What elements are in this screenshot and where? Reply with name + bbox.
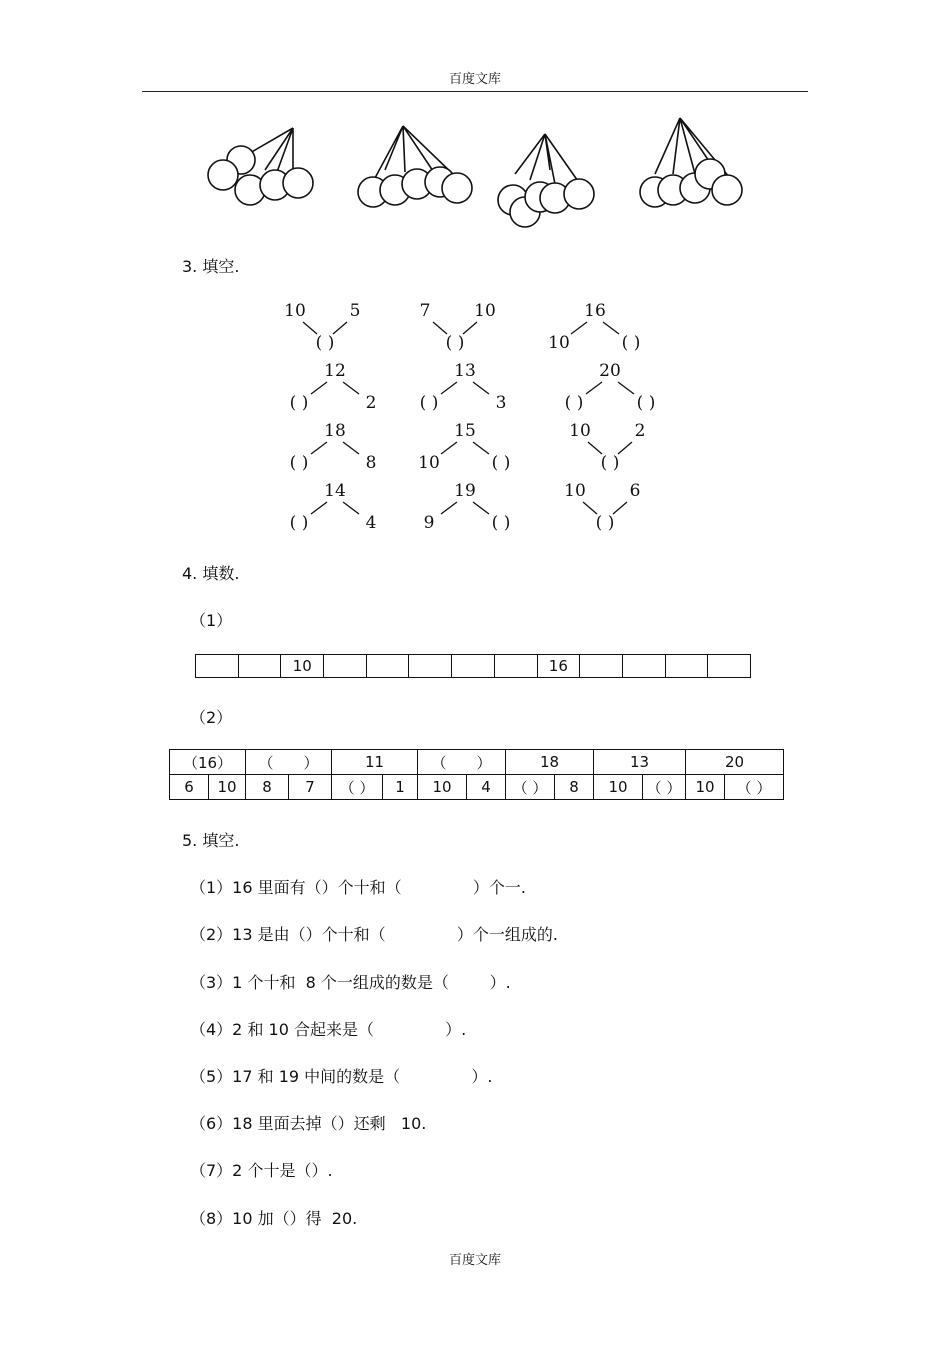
tree-top: 14	[324, 481, 346, 501]
tree-top-right: 2	[634, 421, 646, 441]
sequence-cell	[665, 655, 708, 678]
tree-branch	[343, 502, 359, 514]
tree-top: 18	[324, 421, 346, 441]
tree-right: ( )	[491, 453, 511, 473]
tree-top-right: 5	[349, 301, 361, 321]
tree-branch	[618, 382, 634, 394]
tree-branch	[571, 322, 587, 334]
composition-bottom-cell: （ ）	[332, 775, 383, 800]
tree-top: 15	[454, 421, 476, 441]
header-divider	[142, 91, 808, 92]
tree-top: 16	[584, 301, 606, 321]
sequence-cell	[708, 655, 751, 678]
tree-right: 4	[365, 513, 377, 533]
page-header: 百度文库	[448, 72, 501, 87]
sequence-cell	[324, 655, 367, 678]
sequence-cell	[622, 655, 665, 678]
tree-left: ( )	[289, 453, 309, 473]
composition-top-cell: （ ）	[418, 750, 506, 775]
fill-line-7: （7）2 个十是（）.	[190, 1161, 333, 1180]
tree-top-left: 10	[284, 301, 306, 321]
tree-branch	[311, 502, 327, 514]
tree-branch	[473, 442, 489, 454]
tree-right: 2	[365, 393, 377, 413]
fill-line-1: （1）16 里面有（）个十和（ ）个一.	[190, 878, 526, 897]
sequence-cell	[494, 655, 537, 678]
composition-bottom-cell: 6	[170, 775, 209, 800]
part-1-label: （1）	[190, 611, 233, 630]
sequence-cell	[196, 655, 239, 678]
question-4-title: 4. 填数.	[182, 564, 240, 583]
fill-line-3: （3）1 个十和 8 个一组成的数是（ ）.	[190, 973, 511, 992]
composition-bottom-cell: 7	[289, 775, 332, 800]
composition-top-cell: （16）	[170, 750, 246, 775]
tree-branch	[343, 382, 359, 394]
tree-right: ( )	[636, 393, 656, 413]
sequence-cell	[452, 655, 495, 678]
tree-top: 12	[324, 361, 346, 381]
tree-top: 20	[599, 361, 621, 381]
tree-branch	[613, 502, 627, 514]
composition-bottom-cell: 10	[594, 775, 643, 800]
composition-top-cell: 13	[594, 750, 686, 775]
composition-bottom-cell: （ ）	[725, 775, 784, 800]
fill-line-6: （6）18 里面去掉（）还剩 10.	[190, 1114, 427, 1133]
number-split-trees	[270, 290, 690, 550]
tree-branch	[463, 322, 477, 334]
number-sequence-table	[195, 654, 751, 678]
tree-top: 13	[454, 361, 476, 381]
tree-top-left: 10	[564, 481, 586, 501]
part-2-label: （2）	[190, 708, 233, 727]
composition-top-cell: 11	[332, 750, 418, 775]
sequence-cell	[409, 655, 452, 678]
sequence-cell	[580, 655, 623, 678]
tree-branch	[441, 502, 457, 514]
tree-top-right: 10	[474, 301, 496, 321]
tree-left: 9	[423, 513, 435, 533]
composition-top-cell: （ ）	[246, 750, 332, 775]
tree-right: ( )	[491, 513, 511, 533]
tree-result: ( )	[600, 453, 620, 473]
sequence-cell: 10	[281, 655, 324, 678]
tree-result: ( )	[445, 333, 465, 353]
tree-right: ( )	[621, 333, 641, 353]
tree-branch	[343, 442, 359, 454]
number-composition-table	[169, 749, 784, 800]
tree-branch	[311, 442, 327, 454]
fill-line-4: （4）2 和 10 合起来是（ ）.	[190, 1020, 467, 1039]
question-3-title: 3. 填空.	[182, 257, 240, 276]
tree-left: ( )	[289, 513, 309, 533]
tree-left: 10	[548, 333, 570, 353]
tree-left: ( )	[419, 393, 439, 413]
cherry-illustrations	[195, 112, 755, 232]
composition-bottom-cell: 10	[686, 775, 725, 800]
tree-top-right: 6	[629, 481, 641, 501]
tree-left: ( )	[289, 393, 309, 413]
composition-bottom-cell: （ ）	[643, 775, 686, 800]
composition-bottom-cell: 4	[467, 775, 506, 800]
tree-branch	[311, 382, 327, 394]
fill-line-8: （8）10 加（）得 20.	[190, 1209, 358, 1228]
fill-line-2: （2）13 是由（）个十和（ ）个一组成的.	[190, 925, 558, 944]
tree-branch	[473, 502, 489, 514]
tree-left: ( )	[564, 393, 584, 413]
tree-branch	[441, 442, 457, 454]
composition-bottom-cell: 8	[246, 775, 289, 800]
tree-result: ( )	[595, 513, 615, 533]
tree-result: ( )	[315, 333, 335, 353]
page-footer: 百度文库	[448, 1253, 501, 1268]
tree-branch	[586, 382, 602, 394]
question-5-title: 5. 填空.	[182, 831, 240, 850]
tree-branch	[618, 442, 632, 454]
tree-branch	[603, 322, 619, 334]
tree-top-left: 10	[569, 421, 591, 441]
composition-bottom-cell: （ ）	[506, 775, 555, 800]
tree-branch	[473, 382, 489, 394]
sequence-cell	[238, 655, 281, 678]
fill-line-5: （5）17 和 19 中间的数是（ ）.	[190, 1067, 493, 1086]
tree-right: 8	[365, 453, 377, 473]
tree-right: 3	[495, 393, 507, 413]
composition-bottom-cell: 10	[209, 775, 246, 800]
tree-left: 10	[418, 453, 440, 473]
composition-bottom-cell: 1	[383, 775, 418, 800]
tree-branch	[333, 322, 347, 334]
sequence-cell	[366, 655, 409, 678]
composition-top-cell: 18	[506, 750, 594, 775]
composition-bottom-cell: 8	[555, 775, 594, 800]
tree-branch	[441, 382, 457, 394]
sequence-cell: 16	[537, 655, 580, 678]
tree-top-left: 7	[419, 301, 431, 321]
composition-top-cell: 20	[686, 750, 784, 775]
tree-top: 19	[454, 481, 476, 501]
composition-bottom-cell: 10	[418, 775, 467, 800]
